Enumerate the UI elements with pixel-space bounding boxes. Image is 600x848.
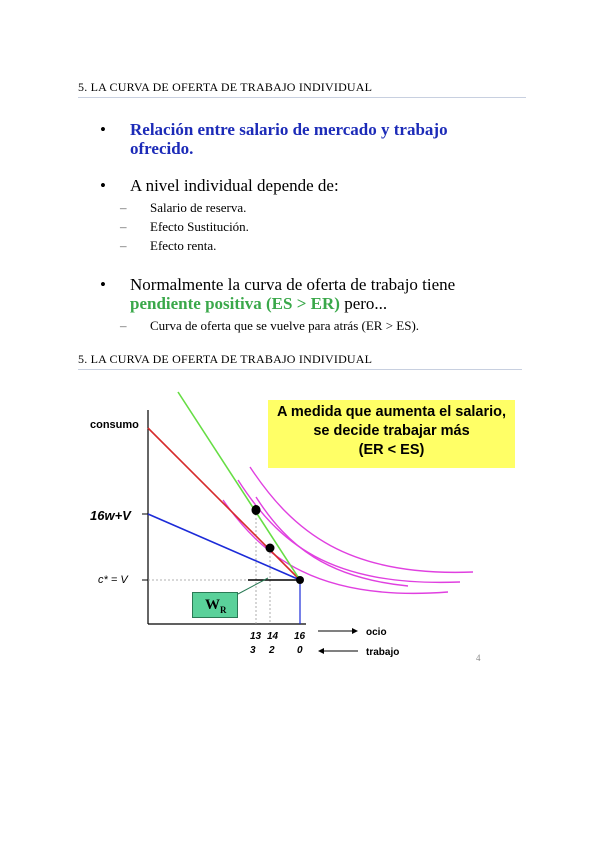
- x-label-trabajo: trabajo: [366, 647, 400, 658]
- bullet-symbol: •: [100, 275, 106, 294]
- sub-item-text: Curva de oferta que se vuelve para atrás (ER > ES).: [150, 318, 420, 333]
- wage-label-sub: R: [220, 605, 227, 615]
- bullet-relacion: [100, 120, 448, 158]
- pendiente-positiva-text: pendiente positiva (ES > ER): [130, 294, 340, 313]
- dash-symbol: –: [120, 200, 127, 215]
- equilibrium-point: [266, 544, 275, 553]
- bullet-symbol: •: [100, 176, 106, 195]
- sub-item-efecto-sustitucion: [120, 219, 249, 235]
- arrow-ocio-head: [352, 628, 358, 634]
- bullet-normalmente: [100, 275, 456, 313]
- y-tick-16wV: 16w+V: [90, 508, 131, 523]
- reservation-wage-label: [192, 592, 238, 618]
- x-tick-0: 0: [297, 645, 303, 656]
- x-tick-13: 13: [250, 631, 262, 642]
- sub-item-text: Efecto renta.: [150, 238, 217, 253]
- x-label-ocio: ocio: [366, 627, 387, 638]
- arrow-trabajo-head: [318, 648, 324, 654]
- pero-text: pero...: [339, 294, 388, 313]
- sub-item-curva-atras: [120, 318, 420, 334]
- x-tick-14: 14: [267, 631, 279, 642]
- x-tick-3: 3: [250, 645, 256, 656]
- x-tick-16: 16: [294, 631, 306, 642]
- sub-item-text: Salario de reserva.: [150, 200, 247, 215]
- dash-symbol: –: [120, 238, 127, 253]
- indifference-curve-4: [256, 497, 408, 586]
- callout-box: [268, 400, 515, 468]
- sub-item-salario-reserva: [120, 200, 247, 216]
- callout-line-3: (ER < ES): [358, 442, 425, 458]
- x-tick-2: 2: [269, 645, 275, 656]
- y-tick-cstar: c* = V: [98, 574, 128, 586]
- section-heading-1: 5. LA CURVA DE OFERTA DE TRABAJO INDIVIDUAL: [78, 80, 373, 94]
- equilibrium-point: [252, 505, 261, 515]
- sub-item-efecto-renta: [120, 238, 217, 254]
- equilibrium-point: [296, 576, 304, 584]
- bullet-relacion-line2: ofrecido.: [130, 139, 194, 158]
- wage-label-w: W: [205, 597, 220, 613]
- bullet-relacion-line1: Relación entre salario de mercado y trabajo: [130, 120, 448, 139]
- bullet-nivel-individual: [100, 176, 339, 195]
- dash-symbol: –: [120, 318, 127, 333]
- budget-line-blue: [148, 514, 300, 580]
- heading-rule-1: [78, 97, 526, 98]
- heading-rule-2: [78, 369, 522, 370]
- sub-item-text: Efecto Sustitución.: [150, 219, 249, 234]
- y-axis-label: consumo: [90, 419, 139, 431]
- callout-line-1: A medida que aumenta el salario,: [276, 404, 507, 420]
- bullet-symbol: •: [100, 120, 106, 139]
- callout-line-2: se decide trabajar más: [313, 423, 470, 439]
- bullet-nivel-text: A nivel individual depende de:: [130, 176, 339, 195]
- bullet-normalmente-line1: Normalmente la curva de oferta de trabajo tiene: [130, 275, 456, 294]
- section-heading-2: 5. LA CURVA DE OFERTA DE TRABAJO INDIVIDUAL: [78, 352, 373, 366]
- indifference-curve-3: [250, 467, 473, 572]
- page-mark: 4: [476, 653, 481, 663]
- dash-symbol: –: [120, 219, 127, 234]
